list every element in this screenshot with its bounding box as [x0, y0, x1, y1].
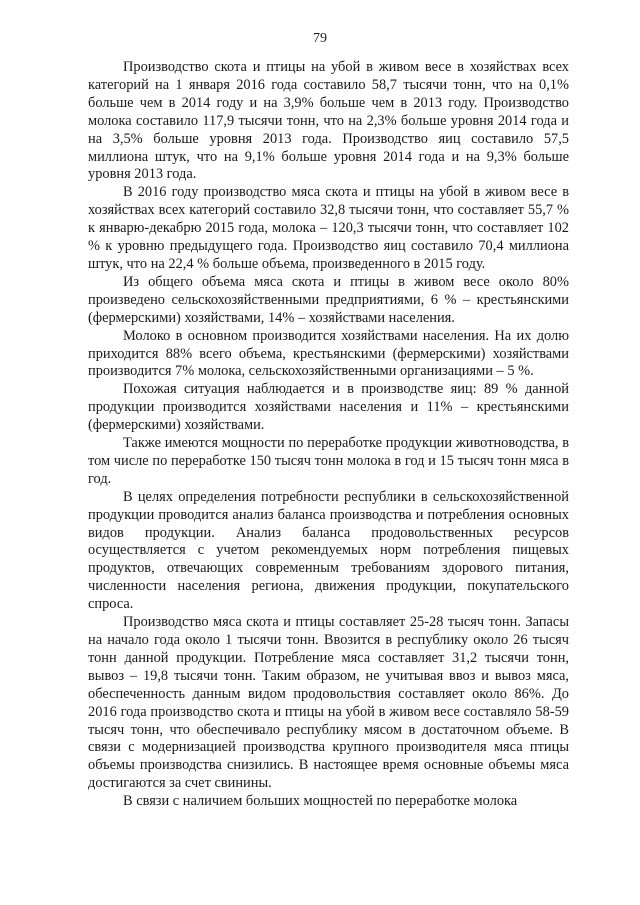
paragraph-meat-balance: Производство мяса скота и птицы составляет 25-28 тысяч тонн. Запасы на начало года около 1 тысячи тонн. Ввозится в республику около 26 тысяч тонн данной продукции. Потребление мяса составляет 31,2 тысячи тонн, вывоз – 19,8 тысячи тонн. Таким образом, не учитывая ввоз и вывоз мяса, обеспеченность данным видом продовольствия составляет около 86%. До 2016 года производство скота и птицы на убой в живом весе составляло 58-59 тысяч тонн, что обеспечивало республику мясом в достаточном объеме. В связи с модернизацией производства крупного производителя мяса птицы объемы производства снизились. В настоящее время основные объемы мяса достигаются за счет свинины.: [88, 614, 569, 792]
paragraph-processing-capacity: Также имеются мощности по переработке продукции животноводства, в том числе по переработке 150 тысяч тонн молока в год и 15 тысяч тонн мяса в год.: [88, 435, 569, 487]
page-number: 79: [313, 31, 327, 46]
paragraph-eggs-share-by-producer: Похожая ситуация наблюдается и в производстве яиц: 89 % данной продукции производится хозяйствами населения и 11% – крестьянскими (фермерскими) хозяйствами.: [88, 381, 569, 434]
paragraph-livestock-production-2016: Производство скота и птицы на убой в живом весе в хозяйствах всех категорий на 1 января 2016 года составило 58,7 тысячи тонн, что на 0,1% больше чем в 2014 году и на 3,9% больше чем в 2013 году. Производство молока составило 117,9 тысячи тонн, что на 2,3% больше уровня 2014 года и на 3,5% больше уровня 2013 года. Производство яиц составило 57,5 миллиона штук, что на 9,1% больше уровня 2014 года и на 9,3% больше уровня 2013 года.: [88, 59, 569, 183]
paragraph-meat-milk-eggs-2016: В 2016 году производство мяса скота и птицы на убой в живом весе в хозяйствах всех категорий составило 32,8 тысячи тонн, что составляет 55,7 % к январю-декабрю 2015 года, молока – 120,3 тысячи тонн, что составляет 102 % к уровню предыдущего года. Производство яиц составило 70,4 миллиона штук, что на 22,4 % больше объема, произведенного в 2015 году.: [88, 184, 569, 272]
paragraph-balance-analysis: В целях определения потребности республики в сельскохозяйственной продукции проводится анализ баланса производства и потребления основных видов продукции. Анализ баланса продовольственных ресурсов осуществляется с учетом рекомендуемых норм потребления пищевых продуктов, отвечающих современным требованиям здорового питания, численности населения региона, движения продукции, покупательского спроса.: [88, 488, 569, 613]
paragraph-milk-share-by-producer: Молоко в основном производится хозяйствами населения. На их долю приходится 88% всего объема, крестьянскими (фермерскими) хозяйствами производится 7% молока, сельскохозяйственными организациями – 5 %.: [88, 327, 569, 380]
paragraph-meat-share-by-producer: Из общего объема мяса скота и птицы в живом весе около 80% произведено сельскохозяйственными предприятиями, 6 % – крестьянскими (фермерскими) хозяйствами, 14% – хозяйствами населения.: [88, 273, 569, 326]
document-body: [88, 59, 569, 811]
paragraph-milk-processing: В связи с наличием больших мощностей по переработке молока: [123, 793, 518, 810]
